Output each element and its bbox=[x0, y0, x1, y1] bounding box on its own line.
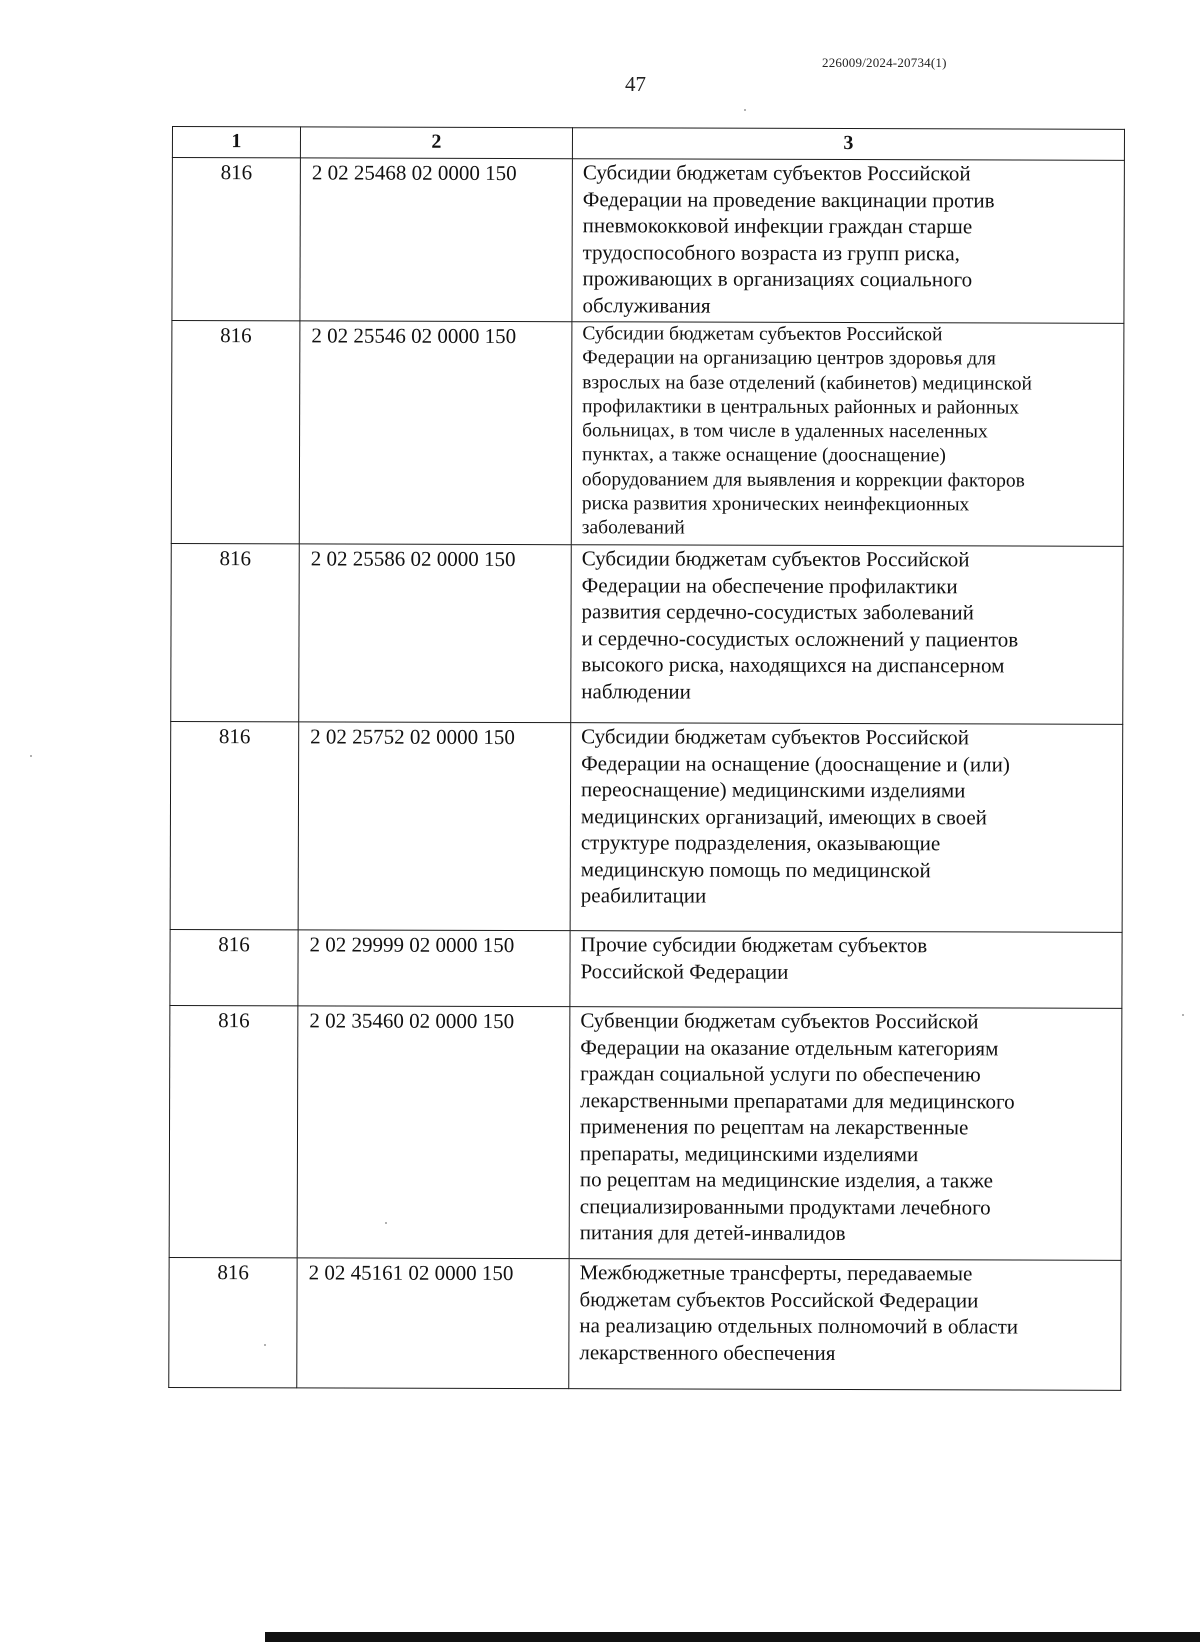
description-line: наблюдении bbox=[581, 678, 691, 704]
page-number: 47 bbox=[625, 72, 646, 96]
description-line: медицинских организаций, имеющих в своей bbox=[580, 803, 987, 829]
description-line: трудоспособного возраста из групп риска, bbox=[582, 239, 960, 265]
table-row bbox=[171, 321, 1124, 547]
admin-code-cell: 816 bbox=[170, 929, 298, 1005]
description-line: Федерации на оказание отдельным категориям bbox=[580, 1034, 999, 1060]
description-cell bbox=[571, 322, 1124, 547]
table-row bbox=[170, 929, 1122, 1008]
admin-code-cell: 816 bbox=[169, 1257, 297, 1387]
description-line: оборудованием для выявления и коррекции факторов bbox=[581, 468, 1025, 492]
description-line: Субсидии бюджетам субъектов Российской bbox=[582, 323, 943, 346]
admin-code-cell: 816 bbox=[171, 321, 300, 544]
description-line: и сердечно-сосудистых осложнений у пациентов bbox=[581, 625, 1019, 652]
description-line: Федерации на организацию центров здоровья для bbox=[582, 347, 996, 370]
description-line: лекарственными препаратами для медицинского bbox=[580, 1087, 1015, 1114]
description-line: переоснащение) медицинскими изделиями bbox=[580, 777, 966, 803]
description-line: Субсидии бюджетам субъектов Российской bbox=[581, 724, 970, 750]
budget-classification-code-cell: 2 02 45161 02 0000 150 bbox=[297, 1258, 569, 1389]
description-line: взрослых на базе отделений (кабинетов) медицинской bbox=[582, 371, 1033, 395]
table-row bbox=[170, 721, 1123, 932]
budget-classification-code-cell: 2 02 25546 02 0000 150 bbox=[299, 321, 572, 545]
description-line: больницах, в том числе в удаленных населенных bbox=[582, 420, 988, 443]
scan-speck bbox=[30, 755, 32, 757]
description-line: заболеваний bbox=[581, 517, 685, 539]
admin-code-cell: 816 bbox=[170, 721, 299, 929]
description-line: Субсидии бюджетам субъектов Российской bbox=[582, 160, 971, 186]
description-line: развития сердечно-сосудистых заболеваний bbox=[581, 599, 974, 625]
table-row bbox=[169, 1005, 1122, 1260]
description-line: реабилитации bbox=[580, 883, 707, 908]
description-line: проживающих в организациях социального bbox=[582, 266, 973, 292]
budget-classification-code-cell: 2 02 25586 02 0000 150 bbox=[299, 544, 572, 723]
table-row bbox=[171, 543, 1124, 724]
column-header-1: 1 bbox=[172, 127, 300, 158]
description-cell bbox=[569, 1259, 1121, 1391]
description-cell bbox=[571, 545, 1124, 725]
budget-classification-code-cell: 2 02 29999 02 0000 150 bbox=[298, 930, 570, 1007]
description-line: препараты, медицинскими изделиями bbox=[579, 1140, 919, 1166]
scan-edge-bar bbox=[265, 1632, 1200, 1642]
description-line: структуре подразделения, оказывающие bbox=[580, 830, 941, 856]
budget-classification-code-cell: 2 02 25468 02 0000 150 bbox=[300, 158, 572, 322]
description-line: профилактики в центральных районных и районных bbox=[582, 396, 1020, 419]
document-number: 226009/2024-20734(1) bbox=[822, 55, 947, 70]
description-line: Федерации на оснащение (дооснащение и (или) bbox=[581, 750, 1010, 776]
description-line: Прочие субсидии бюджетам субъектов bbox=[580, 932, 928, 958]
admin-code-cell: 816 bbox=[171, 543, 300, 721]
column-header-2: 2 bbox=[300, 127, 572, 159]
description-line: Федерации на проведение вакцинации против bbox=[582, 186, 995, 212]
description-line: по рецептам на медицинские изделия, а также bbox=[579, 1167, 994, 1193]
description-line: обслуживания bbox=[582, 292, 711, 318]
description-line: граждан социальной услуги по обеспечению bbox=[580, 1061, 981, 1087]
scan-speck bbox=[744, 109, 746, 111]
description-line: Федерации на обеспечение профилактики bbox=[581, 572, 958, 598]
description-line: бюджетам субъектов Российской Федерации bbox=[579, 1286, 979, 1312]
description-line: лекарственного обеспечения bbox=[579, 1339, 836, 1365]
description-cell bbox=[570, 931, 1122, 1009]
table-row bbox=[172, 158, 1124, 324]
description-line: пневмококковой инфекции граждан старше bbox=[582, 213, 973, 239]
description-line: Российской Федерации bbox=[580, 958, 789, 984]
description-line: питания для детей-инвалидов bbox=[579, 1220, 846, 1246]
description-line: на реализацию отдельных полномочий в области bbox=[579, 1313, 1019, 1339]
description-line: специализированными продуктами лечебного bbox=[579, 1193, 991, 1219]
description-cell bbox=[572, 159, 1124, 324]
table-row bbox=[169, 1257, 1121, 1390]
budget-classification-code-cell: 2 02 35460 02 0000 150 bbox=[297, 1006, 570, 1259]
admin-code-cell: 816 bbox=[169, 1005, 298, 1257]
table-header-row bbox=[172, 127, 1124, 161]
description-line: медицинскую помощь по медицинской bbox=[580, 856, 931, 882]
budget-codes-table bbox=[168, 126, 1125, 1391]
description-line: Субвенции бюджетам субъектов Российской bbox=[580, 1008, 979, 1034]
description-cell bbox=[569, 1007, 1122, 1261]
description-line: Субсидии бюджетам субъектов Российской bbox=[581, 546, 970, 572]
budget-classification-code-cell: 2 02 25752 02 0000 150 bbox=[298, 722, 571, 931]
scan-speck bbox=[1182, 1014, 1184, 1016]
admin-code-cell: 816 bbox=[172, 158, 300, 321]
description-line: применения по рецептам на лекарственные bbox=[579, 1114, 969, 1140]
description-cell bbox=[570, 723, 1123, 933]
column-header-3: 3 bbox=[572, 128, 1124, 161]
description-line: риска развития хронических неинфекционных bbox=[581, 493, 970, 516]
description-line: пунктах, а также оснащение (дооснащение) bbox=[581, 444, 946, 467]
description-line: Межбюджетные трансферты, передаваемые bbox=[579, 1260, 973, 1286]
description-line: высокого риска, находящихся на диспансерном bbox=[581, 652, 1005, 678]
